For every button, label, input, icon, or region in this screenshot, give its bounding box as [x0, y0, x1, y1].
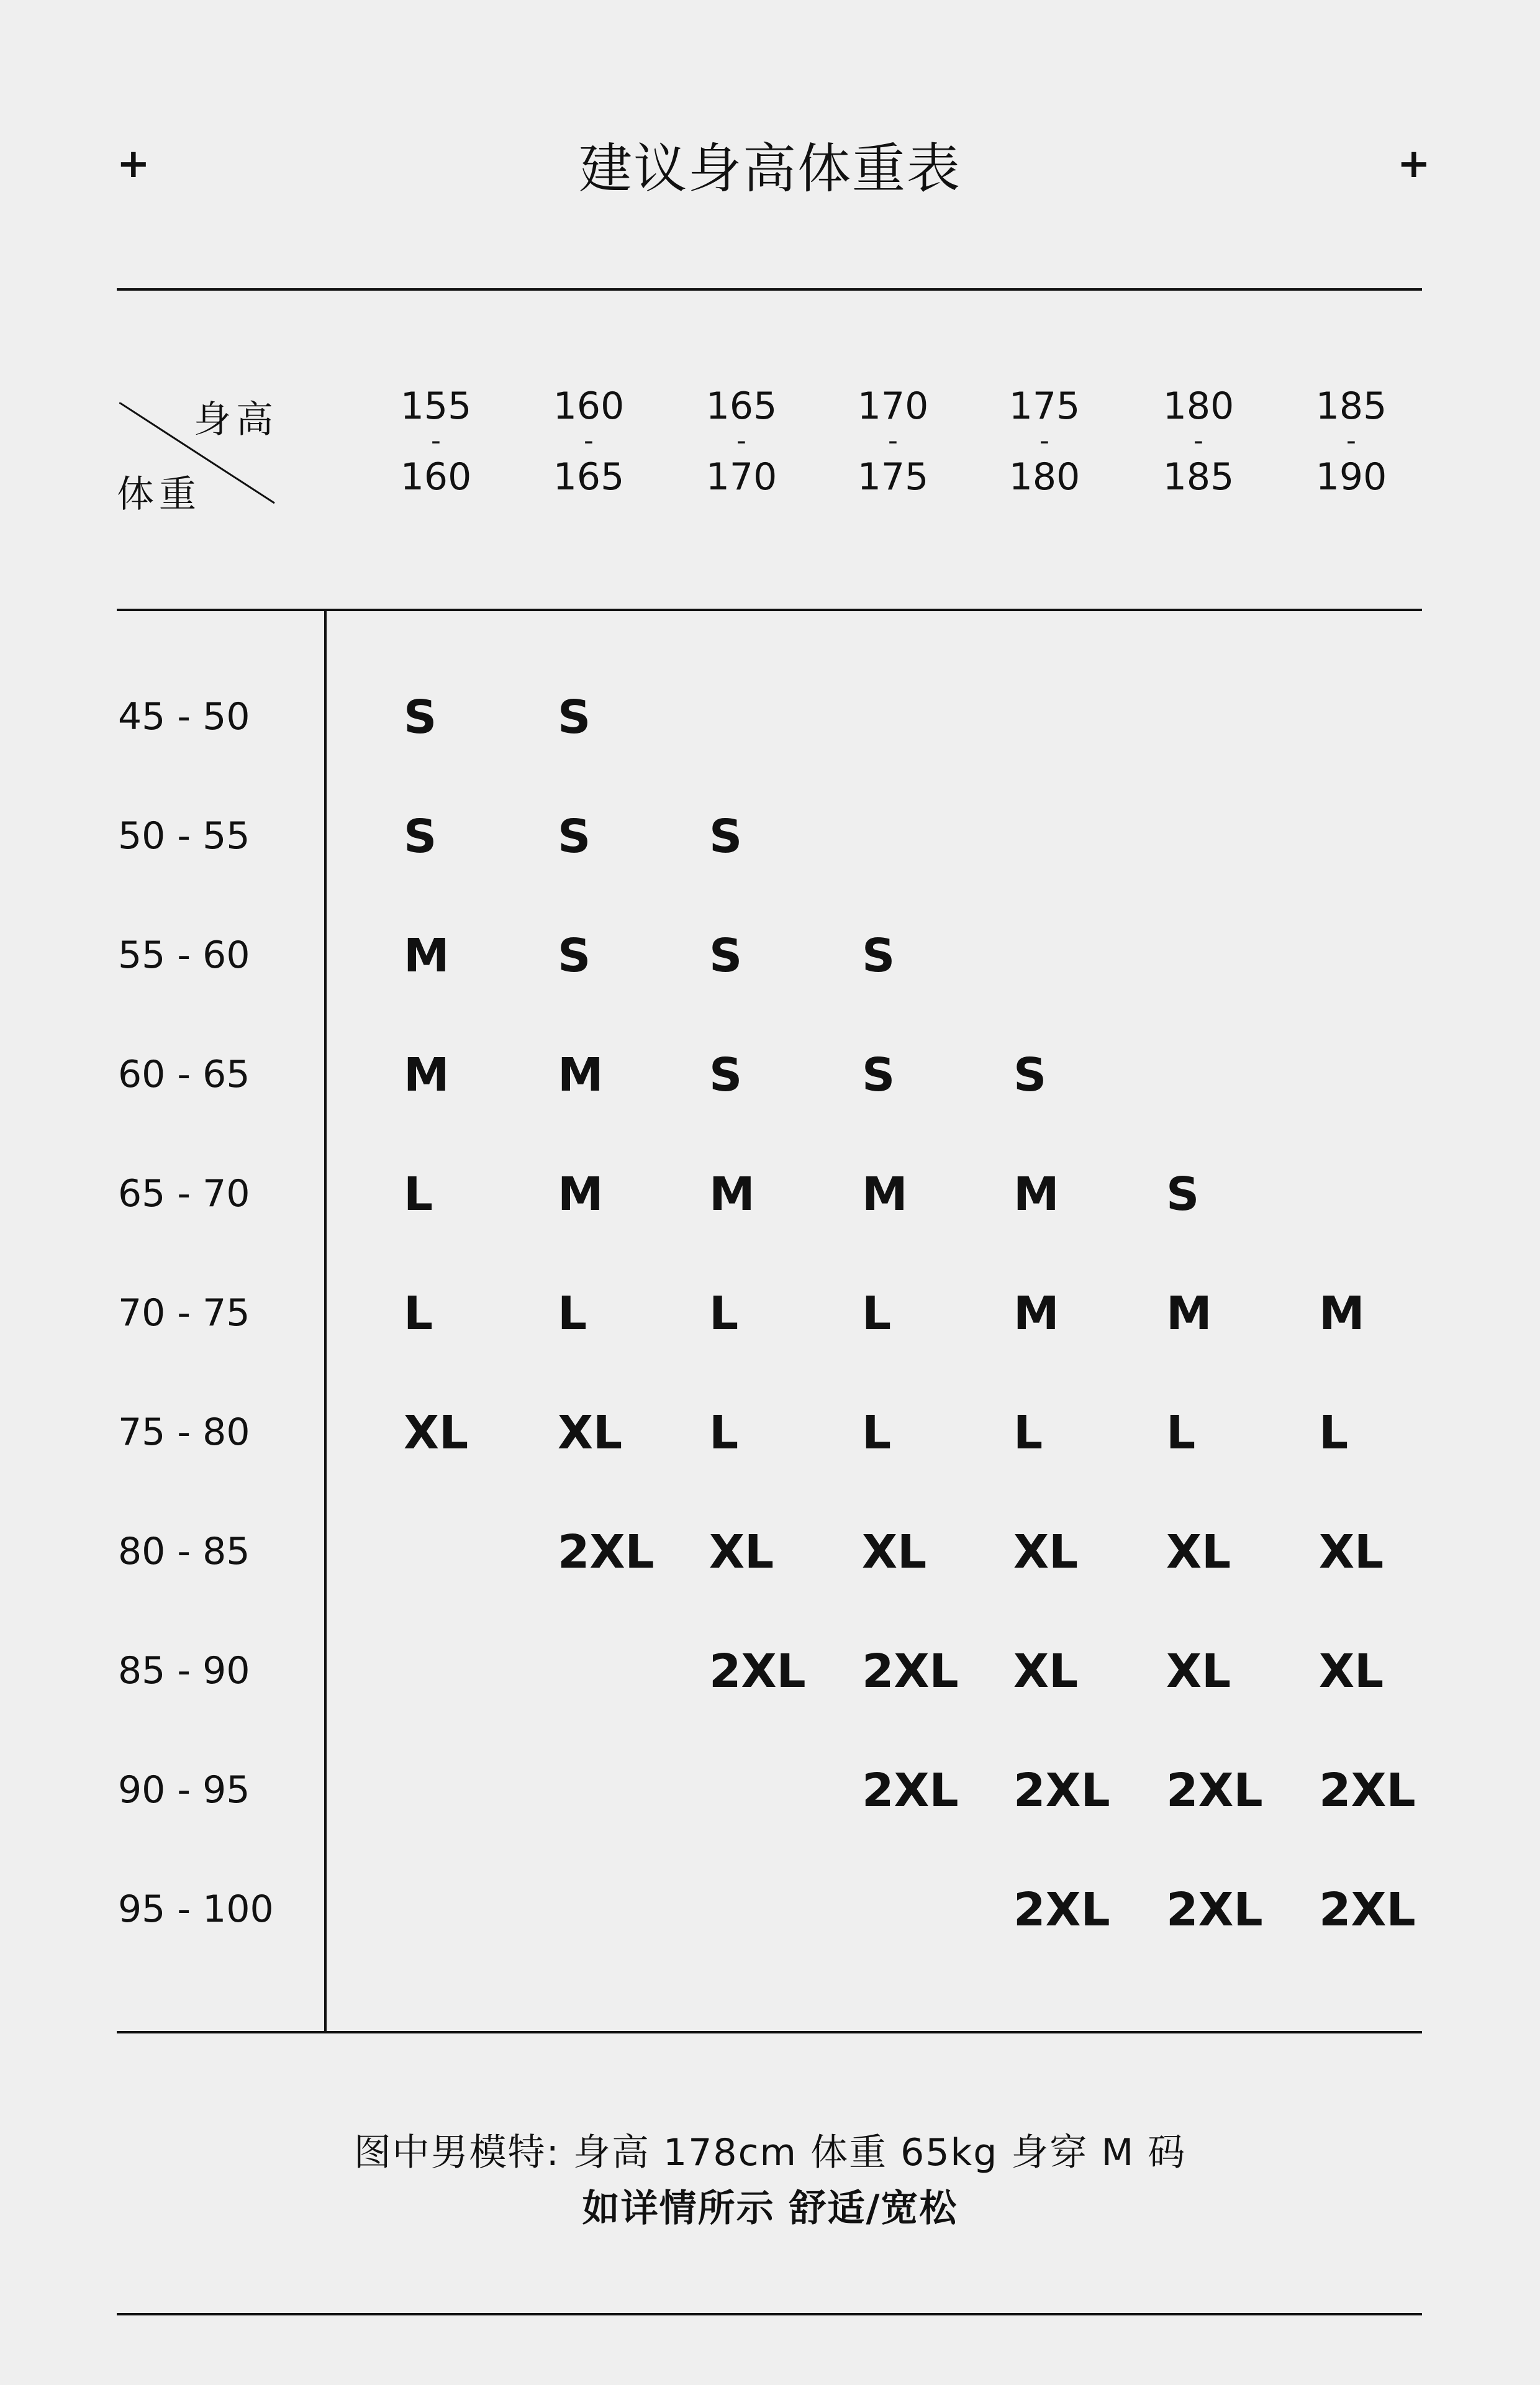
height-column-header: 170 - 175 [857, 384, 929, 499]
size-cell: L [862, 1406, 892, 1460]
size-cell: S [1166, 1168, 1200, 1221]
size-cell: S [709, 929, 743, 983]
weight-row-label: 75 - 80 [118, 1411, 250, 1454]
size-cell: M [709, 1168, 755, 1221]
weight-row-label: 90 - 95 [118, 1768, 250, 1812]
size-cell: M [1319, 1287, 1365, 1340]
height-column-header: 185 - 190 [1315, 384, 1387, 499]
size-cell: L [558, 1287, 587, 1340]
size-cell: M [404, 929, 450, 983]
weight-row-label: 85 - 90 [118, 1649, 250, 1692]
size-cell: S [558, 810, 591, 863]
size-cell: 2XL [862, 1645, 959, 1698]
size-cell: 2XL [709, 1645, 806, 1698]
size-cell: L [709, 1287, 739, 1340]
weight-row-label: 70 - 75 [118, 1291, 250, 1335]
bottom-divider [117, 2313, 1422, 2315]
size-cell: S [404, 810, 437, 863]
size-cell: 2XL [1166, 1883, 1263, 1937]
size-cell: 2XL [862, 1764, 959, 1817]
size-cell: S [1013, 1048, 1047, 1102]
size-cell: M [1013, 1287, 1059, 1340]
size-cell: 2XL [1319, 1764, 1416, 1817]
size-cell: XL [1013, 1645, 1079, 1698]
plus-decoration-right: + [1397, 141, 1431, 187]
weight-row-label: 55 - 60 [118, 934, 250, 977]
size-cell: S [862, 929, 895, 983]
size-cell: L [404, 1287, 433, 1340]
size-cell: 2XL [1166, 1764, 1263, 1817]
height-column-header: 180 - 185 [1162, 384, 1234, 499]
size-cell: XL [1166, 1645, 1231, 1698]
weight-column-divider [324, 610, 327, 2033]
size-cell: M [558, 1048, 604, 1102]
size-cell: 2XL [1013, 1883, 1110, 1937]
size-cell: S [558, 929, 591, 983]
size-cell: L [862, 1287, 892, 1340]
size-cell: XL [862, 1525, 927, 1579]
size-cell: XL [1013, 1525, 1079, 1579]
header-height-label: 身高 [194, 398, 278, 442]
weight-row-label: 95 - 100 [118, 1888, 274, 1931]
size-cell: XL [1319, 1525, 1384, 1579]
size-cell: 2XL [1013, 1764, 1110, 1817]
size-cell: M [1013, 1168, 1059, 1221]
size-cell: XL [404, 1406, 469, 1460]
size-cell: S [709, 1048, 743, 1102]
table-bottom-divider [117, 2031, 1422, 2033]
size-cell: L [1319, 1406, 1349, 1460]
size-cell: M [1166, 1287, 1212, 1340]
size-cell: L [1166, 1406, 1196, 1460]
size-cell: M [862, 1168, 908, 1221]
size-cell: XL [1319, 1645, 1384, 1698]
height-column-header: 165 - 170 [705, 384, 777, 499]
weight-row-label: 60 - 65 [118, 1053, 250, 1096]
size-cell: M [404, 1048, 450, 1102]
model-note: 图中男模特: 身高 178cm 体重 65kg 身穿 M 码 [353, 2131, 1187, 2174]
size-cell: S [404, 691, 437, 744]
height-column-header: 160 - 165 [553, 384, 625, 499]
weight-row-label: 65 - 70 [118, 1172, 250, 1215]
size-cell: 2XL [1319, 1883, 1416, 1937]
size-cell: XL [558, 1406, 623, 1460]
page-title: 建议身高体重表 [579, 138, 961, 200]
fit-note: 如详情所示 舒适/宽松 [582, 2187, 958, 2230]
size-cell: S [709, 810, 743, 863]
size-cell: 2XL [558, 1525, 654, 1579]
size-cell: L [1013, 1406, 1043, 1460]
size-cell: S [558, 691, 591, 744]
top-divider [117, 288, 1422, 291]
height-column-header: 175 - 180 [1008, 384, 1080, 499]
plus-decoration-left: + [117, 141, 150, 187]
weight-row-label: 50 - 55 [118, 814, 250, 858]
weight-row-label: 45 - 50 [118, 695, 250, 738]
header-weight-label: 体重 [117, 473, 201, 516]
size-cell: S [862, 1048, 895, 1102]
size-cell: XL [709, 1525, 774, 1579]
header-divider [117, 609, 1422, 611]
weight-row-label: 80 - 85 [118, 1530, 250, 1573]
size-cell: XL [1166, 1525, 1231, 1579]
height-column-header: 155 - 160 [400, 384, 472, 499]
size-cell: M [558, 1168, 604, 1221]
size-cell: L [709, 1406, 739, 1460]
size-cell: L [404, 1168, 433, 1221]
